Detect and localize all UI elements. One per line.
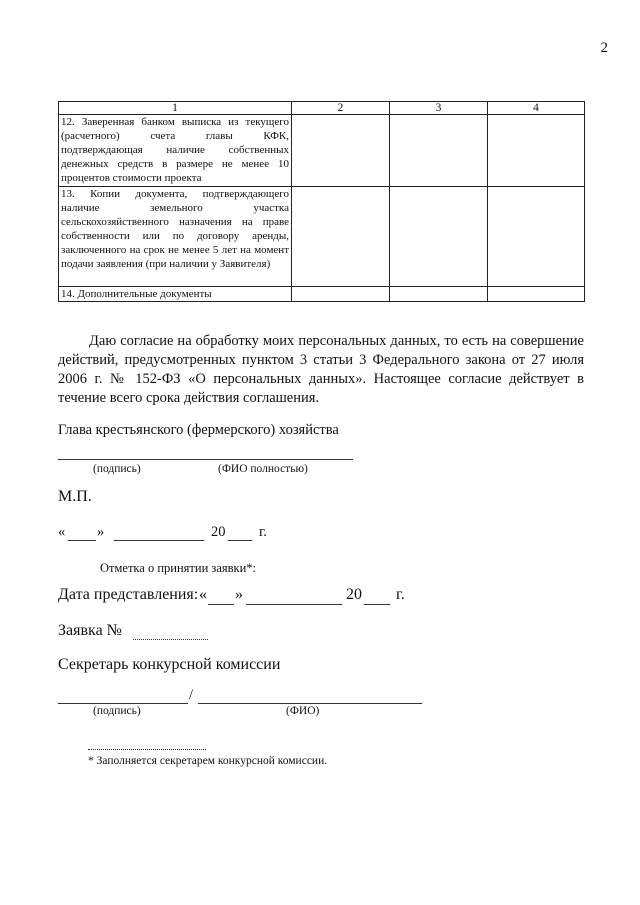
table-cell[interactable] — [292, 287, 390, 302]
secretary-label: Секретарь конкурсной комиссии — [58, 656, 281, 673]
submission-date-label: Дата представления: — [58, 586, 199, 603]
submission-year-prefix: 20 — [346, 586, 362, 603]
column-header: 4 — [488, 102, 585, 115]
head-title: Глава крестьянского (фермерского) хозяйства — [58, 422, 339, 438]
submission-open-quote: « — [199, 586, 207, 603]
documents-table — [58, 101, 585, 302]
year-prefix: 20 — [211, 524, 226, 540]
secretary-signature-line[interactable] — [58, 703, 188, 704]
submission-close-quote: » — [235, 586, 243, 603]
document-description: 13. Копии документа, подтверждающего наличие земельного участка сельскохозяйственного назначения на праве собственности или по договору аренды, заключенного на срок не менее 5 лет на момент подачи заявления (при наличии у Заявителя) — [59, 187, 292, 287]
submission-year-blank[interactable] — [364, 604, 390, 605]
secretary-name-caption: (ФИО) — [286, 705, 320, 717]
table-cell[interactable] — [488, 187, 585, 287]
submission-month-blank[interactable] — [246, 604, 342, 605]
table-cell[interactable] — [488, 115, 585, 187]
stamp-label: М.П. — [58, 488, 92, 505]
application-number-label: Заявка № — [58, 622, 122, 639]
table-cell[interactable] — [390, 187, 488, 287]
page-number: 2 — [600, 40, 608, 56]
day-blank[interactable] — [68, 540, 96, 541]
table-cell[interactable] — [292, 187, 390, 287]
footnote: * Заполняется секретарем конкурсной комиссии. — [88, 755, 328, 767]
table-row — [59, 287, 585, 302]
table-row — [59, 115, 585, 187]
signature-caption: (подпись) — [93, 463, 141, 475]
table-header-row — [59, 102, 585, 115]
table-cell[interactable] — [292, 115, 390, 187]
secretary-signature-caption: (подпись) — [93, 705, 141, 717]
footnote-separator — [88, 749, 206, 750]
table-cell[interactable] — [488, 287, 585, 302]
column-header: 1 — [59, 102, 292, 115]
secretary-name-line[interactable] — [198, 703, 422, 704]
date-open-quote: « — [58, 524, 66, 540]
head-signature-line[interactable] — [58, 459, 353, 460]
document-description: 12. Заверенная банком выписка из текущего (расчетного) счета главы КФК, подтверждающая наличие собственных денежных средств в размере не менее 10 процентов стоимости проекта — [59, 115, 292, 187]
document-description: 14. Дополнительные документы — [59, 287, 292, 302]
month-blank[interactable] — [114, 540, 204, 541]
year-suffix: г. — [259, 524, 267, 540]
consent-paragraph: Даю согласие на обработку моих персональных данных, то есть на совершение действий, предусмотренных пунктом 3 статьи 3 Федерального закона от 27 июля 2006 г. № 152-ФЗ «О персональных данных». Настоящее согласие действует в течение всего срока действия соглашения. — [58, 333, 584, 406]
full-name-caption: (ФИО полностью) — [218, 463, 308, 475]
table-row — [59, 187, 585, 287]
acceptance-title: Отметка о принятии заявки*: — [100, 561, 256, 575]
year-blank[interactable] — [228, 540, 252, 541]
signature-separator: / — [189, 687, 194, 703]
submission-year-suffix: г. — [396, 586, 405, 603]
submission-day-blank[interactable] — [208, 604, 234, 605]
column-header: 2 — [292, 102, 390, 115]
application-number-blank[interactable] — [133, 639, 208, 640]
table-cell[interactable] — [390, 287, 488, 302]
table-cell[interactable] — [390, 115, 488, 187]
date-close-quote: » — [97, 524, 105, 540]
column-header: 3 — [390, 102, 488, 115]
